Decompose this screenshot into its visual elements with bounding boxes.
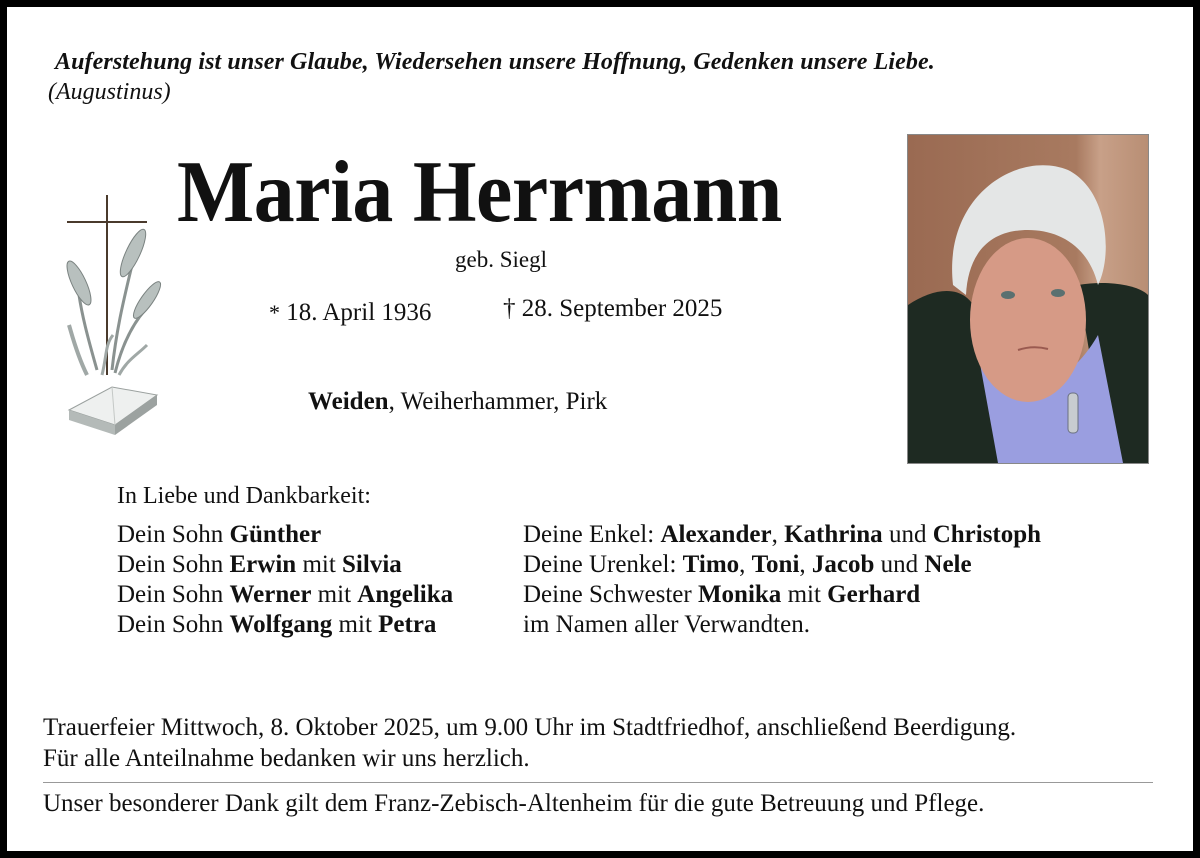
mourner-line-grandchildren: Deine Enkel: Alexander, Kathrina und Christoph <box>523 521 1042 548</box>
ceremony-details: Trauerfeier Mittwoch, 8. Oktober 2025, um 9.00 Uhr im Stadtfriedhof, anschließend Beerdigung. <box>43 714 1017 741</box>
birth-date: 18. April 1936 <box>286 299 432 326</box>
mourners-intro: In Liebe und Dankbarkeit: <box>117 483 371 509</box>
obituary-notice <box>7 7 1193 851</box>
separator-line <box>43 782 1153 783</box>
birth-asterisk-icon: * <box>269 300 280 325</box>
places-line <box>308 388 607 416</box>
motto-source: (Augustinus) <box>48 79 171 105</box>
cross-wheat-book-icon <box>57 195 167 455</box>
death-dagger-icon: † <box>503 295 516 322</box>
service-info <box>43 712 1016 774</box>
mourner-line-closing: im Namen aller Verwandten. <box>523 611 810 638</box>
mourner-line: Dein Sohn Werner mit Angelika <box>117 581 454 608</box>
mourner-line: Dein Sohn Wolfgang mit Petra <box>117 611 437 638</box>
maiden-name: geb. Siegl <box>455 247 547 272</box>
mourner-line-sister: Deine Schwester Monika mit Gerhard <box>523 581 921 608</box>
birth-date-line <box>269 299 431 327</box>
mourner-line-great-grandchildren: Deine Urenkel: Timo, Toni, Jacob und Nele <box>523 551 972 578</box>
mourners-family <box>523 520 1041 640</box>
death-date: 28. September 2025 <box>521 295 723 322</box>
place-others: , Weiherhammer, Pirk <box>388 388 608 415</box>
portrait-photo <box>907 134 1149 464</box>
motto-quote: Auferstehung ist unser Glaube, Wiedersehen unsere Hoffnung, Gedenken unsere Liebe. <box>55 49 935 75</box>
death-date-line <box>503 295 722 323</box>
special-thanks: Unser besonderer Dank gilt dem Franz-Zebisch-Altenheim für die gute Betreuung und Pflege. <box>43 790 985 817</box>
mourners-sons <box>117 520 453 640</box>
mourner-line: Dein Sohn Erwin mit Silvia <box>117 551 402 578</box>
mourner-line: Dein Sohn Günther <box>117 521 322 548</box>
place-primary: Weiden <box>308 388 389 415</box>
deceased-name: Maria Herrmann <box>177 144 782 241</box>
gratitude-line: Für alle Anteilnahme bedanken wir uns herzlich. <box>43 745 530 772</box>
